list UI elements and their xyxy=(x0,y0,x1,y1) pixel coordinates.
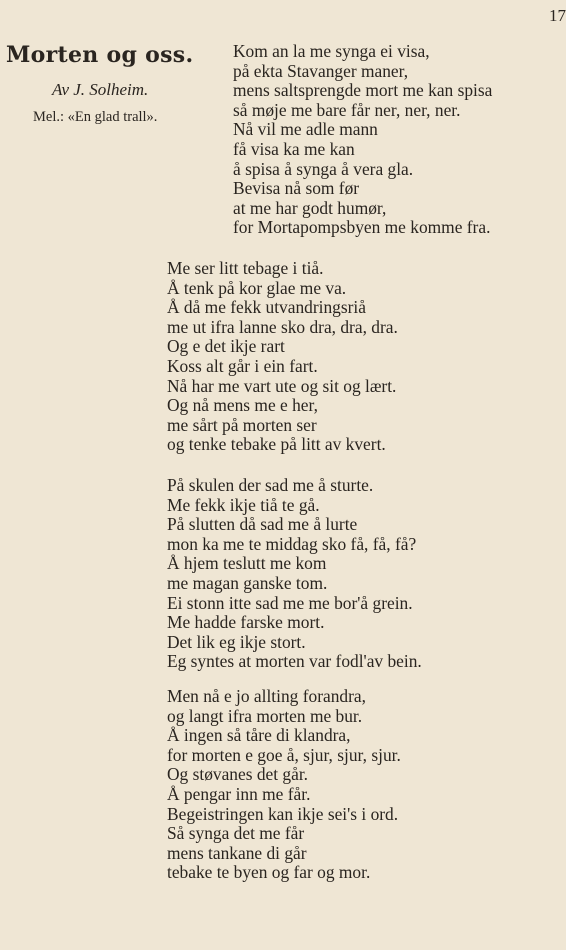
melody-note: Mel.: «En glad trall». xyxy=(33,109,158,125)
stanza-4 xyxy=(167,687,401,883)
verse-line: og langt ifra morten me bur. xyxy=(167,705,363,726)
verse-line: få visa ka me kan xyxy=(233,138,355,159)
stanza-1 xyxy=(233,42,492,238)
verse-line: Kom an la me synga ei visa, xyxy=(233,41,430,61)
page-number: 17 xyxy=(549,6,566,25)
verse-line: Og nå mens me e her, xyxy=(167,395,318,416)
song-title: Morten og oss. xyxy=(6,42,194,68)
verse-line: Koss alt går i ein fart. xyxy=(167,355,318,376)
verse-line: mon ka me te middag sko få, få, få? xyxy=(167,533,417,554)
verse-line: at me har godt humør, xyxy=(233,197,387,218)
verse-line: me magan ganske tom. xyxy=(167,572,328,593)
verse-line: og tenke tebake på litt av kvert. xyxy=(167,434,386,455)
verse-line: Eg syntes at morten var fodl'av bein. xyxy=(167,651,422,672)
verse-line: Ei stonn itte sad me me bor'å grein. xyxy=(167,592,413,613)
verse-line: så møje me bare får ner, ner, ner. xyxy=(233,99,461,120)
verse-line: me ut ifra lanne sko dra, dra, dra. xyxy=(167,316,398,337)
verse-line: mens tankane di går xyxy=(167,842,307,863)
verse-line: for Mortapompsbyen me komme fra. xyxy=(233,217,491,238)
verse-line: Bevisa nå som før xyxy=(233,178,360,199)
verse-line: Og støvanes det går. xyxy=(167,764,309,785)
verse-line: Å tenk på kor glae me va. xyxy=(167,277,347,298)
verse-line: for morten e goe å, sjur, sjur, sjur. xyxy=(167,744,401,765)
verse-line: Begeistringen kan ikje sei's i ord. xyxy=(167,803,399,824)
verse-line: Me hadde farske mort. xyxy=(167,612,325,633)
verse-line: Det lik eg ikje stort. xyxy=(167,631,306,652)
verse-line: Men nå e jo allting forandra, xyxy=(167,686,366,706)
verse-line: mens saltsprengde mort me kan spisa xyxy=(233,80,493,101)
verse-line: tebake te byen og far og mor. xyxy=(167,862,371,883)
verse-line: Nå vil me adle mann xyxy=(233,119,378,140)
verse-line: Å ingen så tåre di klandra, xyxy=(167,725,351,746)
verse-line: på ekta Stavanger maner, xyxy=(233,60,409,81)
verse-line: Å då me fekk utvandringsriå xyxy=(167,297,366,318)
verse-line: Å hjem teslutt me kom xyxy=(167,553,327,574)
verse-line: Nå har me vart ute og sit og lært. xyxy=(167,375,397,396)
author-byline: Av J. Solheim. xyxy=(52,80,149,99)
stanza-2 xyxy=(167,259,398,455)
verse-line: Me fekk ikje tiå te gå. xyxy=(167,494,320,515)
verse-line: På skulen der sad me å sturte. xyxy=(167,475,374,495)
verse-line: Å pengar inn me får. xyxy=(167,783,311,804)
verse-line: Me ser litt tebage i tiå. xyxy=(167,258,324,278)
verse-line: me sårt på morten ser xyxy=(167,414,317,435)
verse-line: å spisa å synga å vera gla. xyxy=(233,158,414,179)
verse-line: Så synga det me får xyxy=(167,823,305,844)
verse-line: På slutten då sad me å lurte xyxy=(167,514,358,535)
verse-line: Og e det ikje rart xyxy=(167,336,285,357)
stanza-3 xyxy=(167,476,422,672)
